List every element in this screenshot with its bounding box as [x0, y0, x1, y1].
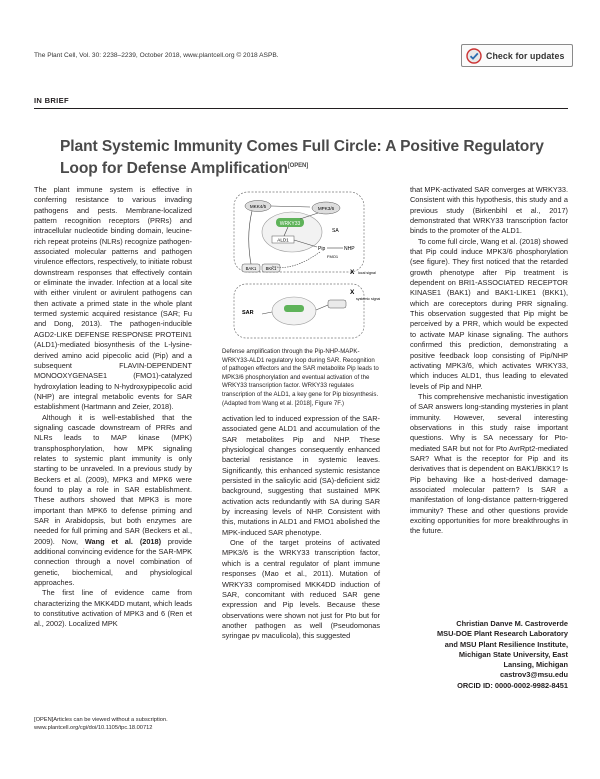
section-label: IN BRIEF — [34, 96, 69, 105]
author-affiliation: MSU-DOE Plant Research Laboratory — [436, 629, 568, 639]
x-local-note: local signal — [358, 271, 376, 275]
author-orcid[interactable]: ORCID ID: 0000-0002-9982-8451 — [457, 680, 568, 690]
bkk1-label: BKK1 — [265, 266, 277, 271]
x-systemic-label: X — [350, 289, 355, 296]
pathway-figure — [222, 186, 380, 344]
paragraph: To come full circle, Wang et al. (2018) showed that Pip could induce MPK3/6 phosphorylation (see figure). They first noticed that the retarded growth phenotype after Pip treatment is dependent on BRI1-ASSOCIATED RECEPTOR KINASE1 (BAK1) and BAK1-LIKE1 (BKK1), which are coreceptors during PRR signaling. This observation suggested that Pip might be perceived by a PRR, which would be expected to activate MAP kinase signaling. The authors confirmed this prediction, demonstrating a positive feedback loop consisting of Pip/NHP activating MPK3/6, which activates WRKY33, which induces ALD1, thus leading to elevated levels of Pip and NHP. — [410, 236, 568, 391]
check-for-updates-button[interactable] — [461, 44, 573, 67]
arrow-receptor-to-mkk — [249, 211, 252, 264]
mpk36-label: MPK3/6 — [317, 206, 335, 211]
author-affiliation: Lansing, Michigan — [503, 660, 568, 670]
arrow-sar — [262, 312, 272, 314]
x-systemic-note: systemic signal — [356, 297, 380, 301]
body-column-2 — [222, 414, 380, 642]
paragraph: The first line of evidence came from characterizing the MKK4DD mutant, which leads to constitutive activation of MPK3 and 6 (Ren et al., 2002). Localized MPK — [34, 588, 192, 629]
open-access-marker: [OPEN] — [287, 162, 309, 169]
paragraph: The plant immune system is effective in conferring resistance to various invading pathogens and pests. Membrane-localized pattern recognition receptors (PRRs) and intracellular nucleotide binding domain, leucine-rich repeat proteins (NLRs) recognize pathogen-associated molecular patterns and pathogen virulence effectors, respectively, to initiate robust downstream responses that effectively contain or eliminate the invader. Infection at a local site with either virulent or avirulent pathogens can then activate a primed state in the whole plant termed systemic acquired resistance (SAR; Fu and Dong, 2013). The pathogen-inducible AGD2-LIKE DEFENSE RESPONSE PROTEIN1 (ALD1)-mediated biosynthesis of the L-lysine-derived amino acid pipecolic acid (Pip) and a subsequent FLAVIN-DEPENDENT MONOOXYGENASE1 (FMO1)-catalyzed hydroxylation leading to N-hydroxypipecolic acid (NHP) are integral metabolic events for SAR establishment (Hartmann and Zeier, 2018). — [34, 185, 192, 412]
check-for-updates-icon — [462, 45, 486, 66]
bak1-label: BAK1 — [245, 266, 257, 271]
arrow-systemic — [316, 305, 328, 310]
open-access-note: [OPEN]Articles can be viewed without a subscription. — [34, 717, 168, 723]
systemic-receptor-node — [328, 300, 346, 308]
systemic-wrky33-node — [284, 305, 304, 312]
body-column-1 — [34, 185, 192, 630]
section-divider — [34, 108, 568, 109]
arrow-mkk-to-mpk — [271, 206, 310, 207]
author-affiliation: Michigan State University, East — [458, 649, 568, 659]
ald1-label: ALD1 — [277, 237, 289, 243]
doi-link[interactable]: www.plantcell.org/cgi/doi/10.1105/tpc.18.00712 — [34, 725, 153, 731]
wrky33-label: WRKY33 — [279, 221, 301, 227]
article-title-text: Plant Systemic Immunity Comes Full Circle: A Positive Regulatory Loop for Defense Amplification — [60, 138, 544, 177]
paragraph: One of the target proteins of activated MPK3/6 is the WRKY33 transcription factor, which is a central regulator of plant immune responses (Mao et al., 2011). Mutation of WRKY33 compromised MKK4DD induction of SAR, concomitant with reduced SAR gene expression and Pip levels. Because these observations were shown not just for Pto but for another pathogen as well (Pseudomonas syringae pv maculicola), this suggested — [222, 538, 380, 641]
author-affiliation: and MSU Plant Resilience Institute, — [444, 639, 568, 649]
footnote — [34, 716, 194, 732]
author-email[interactable]: castrov3@msu.edu — [500, 670, 568, 680]
nhp-label: NHP — [344, 246, 355, 252]
reference-link[interactable]: Wang et al. (2018) — [84, 536, 162, 546]
figure-caption: Defense amplification through the Pip-NHP-MAPK-WRKY33-ALD1 regulatory loop during SAR. Recognition of pathogen effectors and the SAR metabolite Pip leads to MPK3/6 phosphorylation and eventual activation of the WRKY33 transcription factor. WRKY33 regulates transcription of the ALD1, a key gene for Pip biosynthesis. (Adapted from Wang et al. [2018], Figure 7F.) — [222, 348, 379, 407]
mkk45-label: MKK4/5 — [249, 204, 267, 209]
x-local-label: X — [350, 269, 355, 276]
journal-citation: The Plant Cell, Vol. 30: 2238–2239, October 2018, www.plantcell.org © 2018 ASPB. — [34, 52, 279, 59]
paragraph: Although it is well-established that the signaling cascade downstream of PRRs and NLRs leads to MAP kinase (MPK) transphosphorylation, how MPK signaling relates to systemic plant immunity is only starting to be unraveled. In a previous study by Beckers et al. (2009), MPK3 and MPK6 were found to play a role in SAR establishment. These authors showed that MPK3 is more important than MPK6 to defense priming and SAR in Arabidopsis, but both enzymes are needed for full priming and SAR (Beckers et al., 2009). Now, Wang et al. (2018) provide additional convincing evidence for the SAR-MPK connection through a novel combination of genetic, biochemical, and physiological approaches. — [34, 412, 192, 588]
check-for-updates-label: Check for updates — [486, 50, 565, 61]
body-column-3 — [410, 185, 568, 537]
sar-label: SAR — [242, 310, 254, 316]
sa-label: SA — [332, 228, 339, 234]
author-name: Christian Danve M. Castroverde — [456, 619, 568, 628]
author-signature — [410, 619, 568, 691]
pathway-diagram — [222, 186, 380, 344]
paragraph: that MPK-activated SAR converges at WRKY33. Consistent with this hypothesis, this study and a previous study (Birkenbihl et al., 2017) demonstrated that WRKY33 transcription factor binds to the promoter of the ALD1. — [410, 185, 568, 236]
paragraph: This comprehensive mechanistic investigation of SAR answers long-standing mysteries in plant immunity. However, several interesting observations in this study raise important questions. Why is SA necessary for Pto-mediated SAR but not for Pto AvrRpt2-mediated SAR? What is the receptor for Pip and its derivatives that is dependent on BAK1/BKK1? Is Pip behaving like a host-derived damage-associated molecular pattern? Is SAR a manifestation of long-distance pattern-triggered immunity? These and other questions provide exciting opportunities for more breakthroughs in the future. — [410, 391, 568, 536]
pip-label: Pip — [318, 246, 326, 252]
paragraph: activation led to induced expression of the SAR-associated gene ALD1 and accumulation of the SAR metabolites Pip and NHP. These physiological changes consequently enhanced bacterial resistance in systemic leaves. Significantly, this enhanced systemic resistance persisted in the salicylic acid (SA)-deficient sid2 background, suggesting that sustained MPK activation acts redundantly with SA during SAR by increasing levels of NHP. Consistent with this, mutations in ALD1 and FMO1 abolished the MPK-induced SAR phenotype. — [222, 414, 380, 537]
article-title — [60, 138, 550, 179]
fmo1-label: FMO1 — [327, 254, 339, 259]
